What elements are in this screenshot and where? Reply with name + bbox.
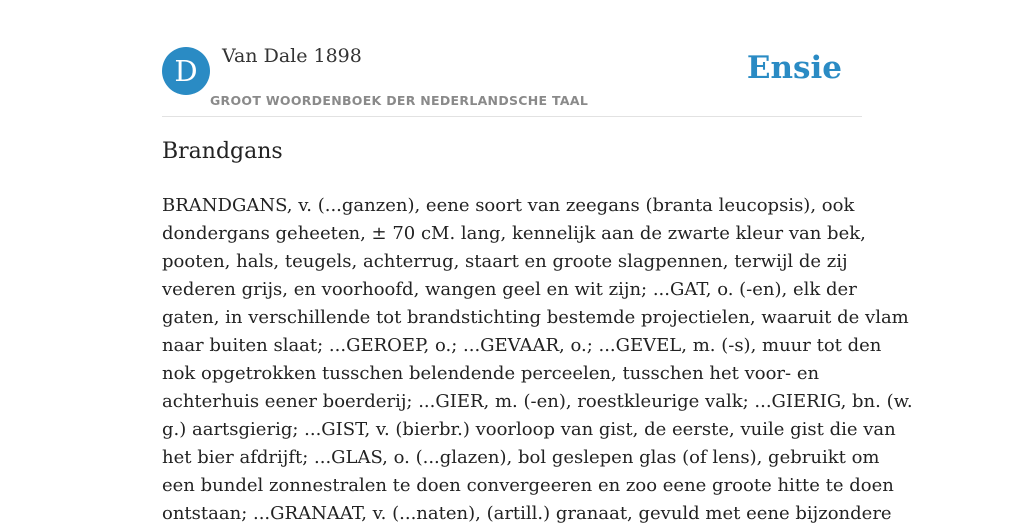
entry-line: naar buiten slaat; ...GEROEP, o.; ...GEVAAR, o.; ...GEVEL, m. (-s), muur tot den xyxy=(162,335,882,356)
entry-line: ontstaan; ...GRANAAT, v. (...naten), (artill.) granaat, gevuld met eene bijzondere xyxy=(162,503,892,524)
ensie-logo[interactable]: Ensie xyxy=(746,50,842,86)
source-subtitle: GROOT WOORDENBOEK DER NEDERLANDSCHE TAAL xyxy=(210,93,589,108)
entry-line: BRANDGANS, v. (...ganzen), eene soort van zeegans (branta leucopsis), ook xyxy=(162,195,855,216)
page xyxy=(162,0,913,524)
entry-line: een bundel zonnestralen te doen convergeeren en zoo eene groote hitte te doen xyxy=(162,475,894,496)
dictionary-logo-icon[interactable]: D xyxy=(162,47,210,95)
entry-line: gaten, in verschillende tot brandstichting bestemde projectielen, waaruit de vlam xyxy=(162,307,909,328)
entry-line: vederen grijs, en voorhoofd, wangen geel en wit zijn; ...GAT, o. (-en), elk der xyxy=(162,279,857,300)
entry-line: achterhuis eener boerderij; ...GIER, m. (-en), roestkleurige valk; ...GIERIG, bn. (w. xyxy=(162,391,913,412)
header xyxy=(162,0,862,117)
entry-title: Brandgans xyxy=(162,139,283,164)
entry-line: dondergans geheeten, ± 70 cM. lang, kennelijk aan de zwarte kleur van bek, xyxy=(162,223,866,244)
entry-line: het bier afdrijft; ...GLAS, o. (...glazen), bol geslepen glas (of lens), gebruikt om xyxy=(162,447,880,468)
entry-line: pooten, hals, teugels, achterrug, staart en groote slagpennen, terwijl de zij xyxy=(162,251,848,272)
entry-line: nok opgetrokken tusschen belendende perceelen, tusschen het voor- en xyxy=(162,363,820,384)
entry-line: g.) aartsgierig; ...GIST, v. (bierbr.) voorloop van gist, de eerste, vuile gist die van xyxy=(162,419,896,440)
source-title[interactable]: Van Dale 1898 xyxy=(222,45,362,67)
entry-body xyxy=(162,192,913,528)
